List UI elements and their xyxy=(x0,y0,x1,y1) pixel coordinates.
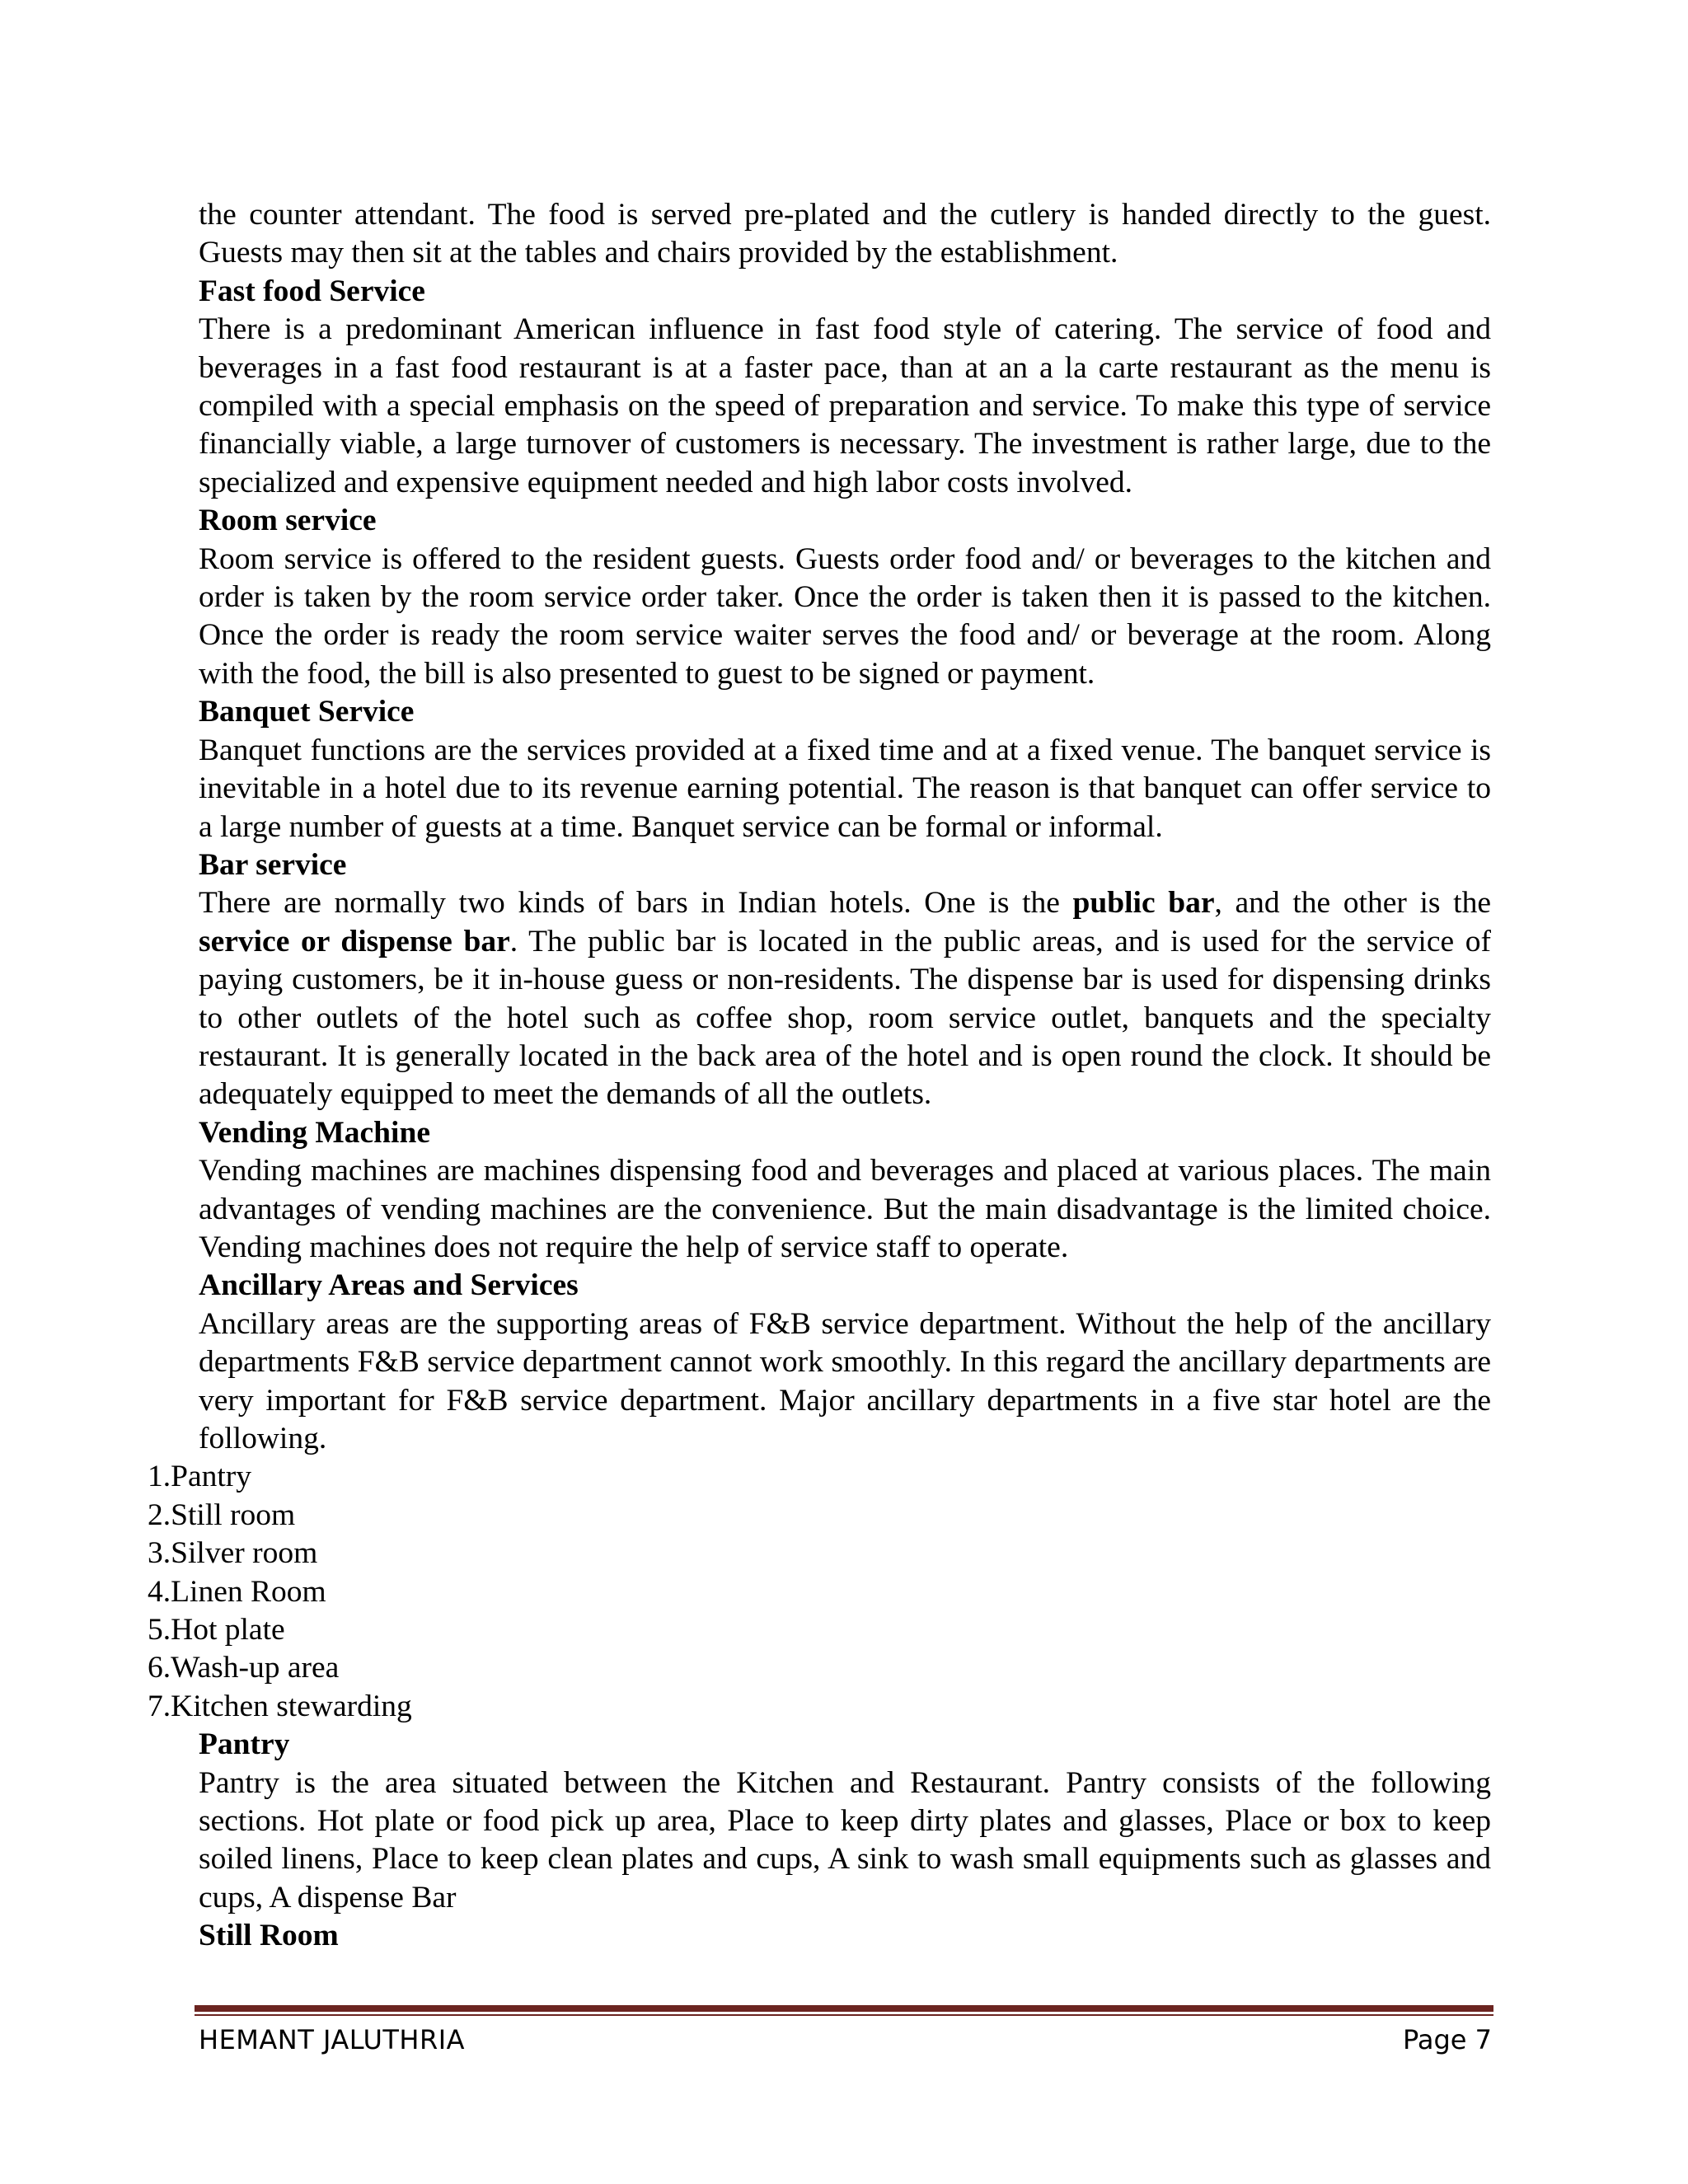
pantry-paragraph: Pantry is the area situated between the Kitchen and Restaurant. Pantry consists of the following sections. Hot plate or food pick up area, Place to keep dirty plates and glasses, Place or box to keep soiled linens, Place to keep clean plates and cups, A sink to wash small equipments such as glasses and cups, A dispense Bar xyxy=(199,1765,1491,1915)
ancillary-list xyxy=(148,1458,1440,1726)
footer-rule xyxy=(195,2005,1493,2012)
public-bar-term: public bar xyxy=(1072,886,1215,921)
list-item: 3.Silver room xyxy=(148,1536,318,1571)
fast-food-heading: Fast food Service xyxy=(199,274,425,308)
list-item: 4.Linen Room xyxy=(148,1574,326,1609)
footer-page-number: Page 7 xyxy=(1403,2024,1492,2055)
bar-text-3: . The public bar is located in the public areas, and is used for the service of paying customers, be it in-house guess or non-residents. The dispense bar is used for dispensing drinks to other outlets of the hotel such as coffee shop, room service outlet, banquets and the specialty restaurant. It is generally located in the back area of the hotel and is open round the clock. It should be adequately equipped to meet the demands of all the outlets. xyxy=(199,924,1491,1112)
room-service-paragraph: Room service is offered to the resident guests. Guests order food and/ or beverages to the kitchen and order is taken by the room service order taker. Once the order is taken then it is passed to the kitchen. Once the order is ready the room service waiter serves the food and/ or beverage at the room. Along with the food, the bill is also presented to guest to be signed or payment. xyxy=(199,541,1491,691)
footer-rule-thin xyxy=(195,2014,1493,2016)
still-room-heading: Still Room xyxy=(199,1919,339,1953)
list-item: 7.Kitchen stewarding xyxy=(148,1689,412,1723)
bar-service-heading: Bar service xyxy=(199,847,347,882)
vending-machine-heading: Vending Machine xyxy=(199,1115,430,1150)
dispense-bar-term: service or dispense bar xyxy=(199,924,510,958)
vending-machine-paragraph: Vending machines are machines dispensing food and beverages and placed at various places. The main advantages of vending machines are the convenience. But the main disadvantage is the limited choice. Vending machines does not require the help of service staff to operate. xyxy=(199,1154,1491,1264)
page-body xyxy=(148,196,1491,1956)
banquet-service-paragraph: Banquet functions are the services provided at a fixed time and at a fixed venue. The banquet service is inevitable in a hotel due to its revenue earning potential. The reason is that banquet can offer service to a large number of guests at a time. Banquet service can be formal or informal. xyxy=(199,733,1491,844)
ancillary-heading: Ancillary Areas and Services xyxy=(199,1268,579,1303)
bar-text-1: There are normally two kinds of bars in Indian hotels. One is the xyxy=(199,886,1073,921)
banquet-service-heading: Banquet Service xyxy=(199,695,415,729)
pantry-heading: Pantry xyxy=(199,1727,290,1762)
ancillary-paragraph: Ancillary areas are the supporting areas of F&B service department. Without the help of the ancillary departments F&B service department cannot work smoothly. In this regard the ancillary departments are very important for F&B service department. Major ancillary departments in a five star hotel are the following. xyxy=(199,1306,1491,1455)
list-item: 1.Pantry xyxy=(148,1460,252,1494)
fast-food-paragraph: There is a predominant American influence in fast food style of catering. The service of food and beverages in a fast food restaurant is at a faster pace, than at an a la carte restaurant as the menu is compiled with a special emphasis on the speed of preparation and service. To make this type of service financially viable, a large turnover of customers is necessary. The investment is rather large, due to the specialized and expensive equipment needed and high labor costs involved. xyxy=(199,312,1491,499)
footer-author: HEMANT JALUTHRIA xyxy=(199,2024,466,2055)
intro-paragraph: the counter attendant. The food is served pre-plated and the cutlery is handed directly to the guest. Guests may then sit at the tables and chairs provided by the establishment. xyxy=(199,198,1491,270)
bar-service-paragraph xyxy=(199,884,1491,1113)
list-item: 2.Still room xyxy=(148,1497,296,1532)
list-item: 6.Wash-up area xyxy=(148,1651,340,1685)
bar-text-2: , and the other is the xyxy=(1214,886,1491,921)
list-item: 5.Hot plate xyxy=(148,1613,285,1647)
room-service-heading: Room service xyxy=(199,504,377,538)
